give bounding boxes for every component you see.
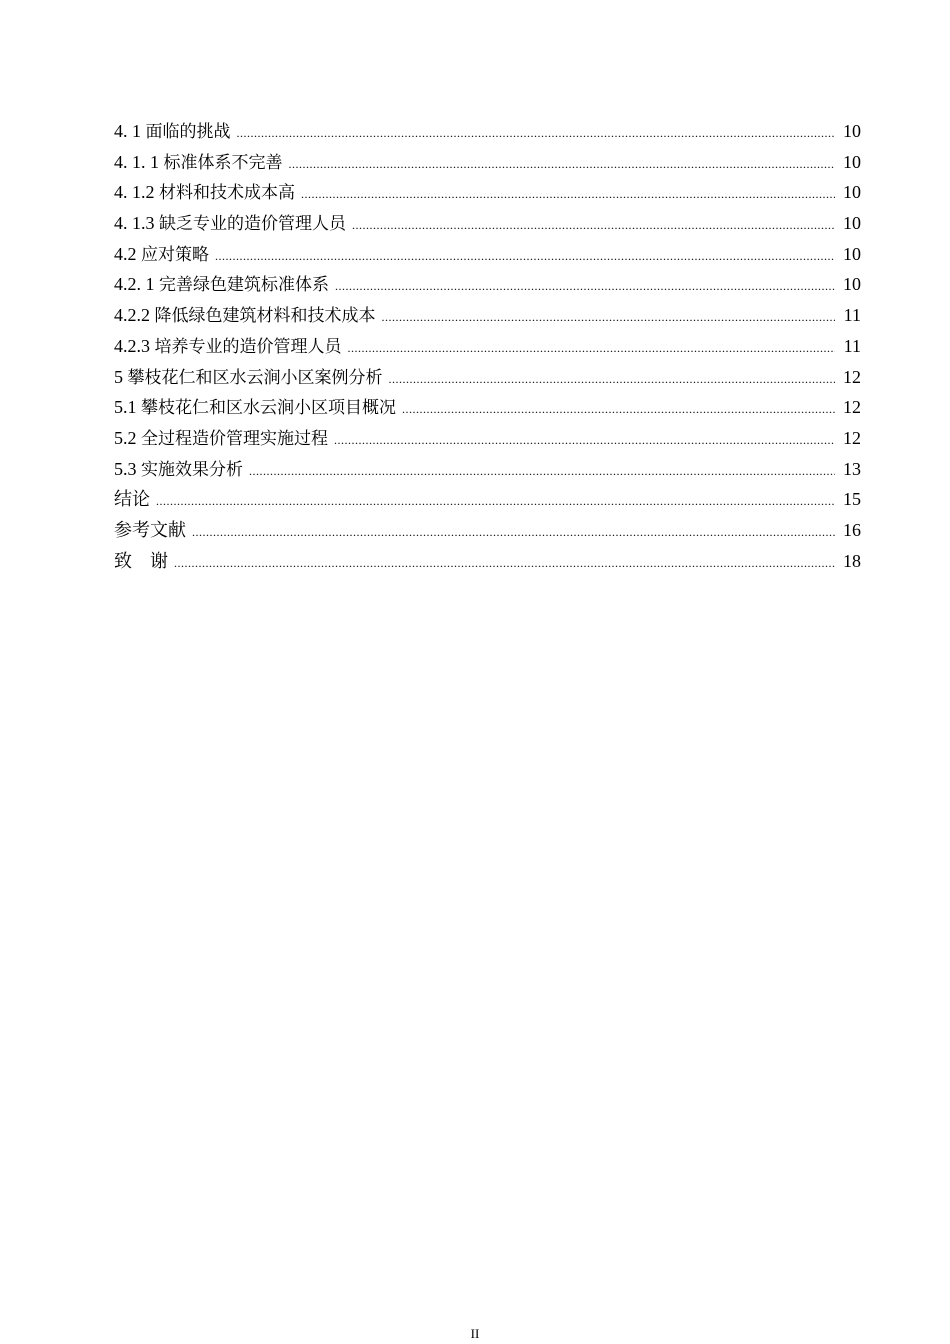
- toc-entry[interactable]: [114, 300, 861, 331]
- toc-entry-references[interactable]: [114, 515, 861, 546]
- toc-entry-page: 10: [843, 274, 861, 295]
- toc-entry-text: 标准体系不完善: [163, 152, 283, 173]
- toc-entry-text: 完善绿色建筑标准体系: [159, 275, 329, 296]
- toc-leader-dots: [192, 517, 835, 548]
- toc-entry[interactable]: [114, 331, 861, 362]
- toc-entry-text: 攀枝花仁和区水云涧小区案例分析: [127, 367, 383, 388]
- toc-entry-page: 13: [843, 458, 861, 479]
- toc-entry-title: [114, 177, 295, 209]
- toc-entry-page: 10: [843, 182, 861, 203]
- toc-entry-conclusion[interactable]: [114, 484, 861, 515]
- toc-entry-page: 10: [843, 151, 861, 172]
- toc-leader-dots: [382, 302, 836, 333]
- toc-entry-number: 4. 1: [114, 121, 146, 141]
- toc-entry-text: 面临的挑战: [145, 122, 231, 142]
- toc-entry-number: 5.1: [114, 397, 141, 418]
- toc-entry-page: 18: [843, 550, 861, 571]
- toc-entry-number: 4. 1. 1: [114, 151, 164, 172]
- toc-entry-text: 缺乏专业的造价管理人员: [159, 214, 346, 235]
- toc-entry-text: 应对策略: [141, 244, 209, 265]
- toc-entry-number: 4.2. 1: [114, 274, 159, 295]
- toc-entry-title: [114, 547, 168, 578]
- toc-entry-page: 11: [843, 305, 861, 326]
- toc-leader-dots: [156, 486, 835, 517]
- toc-entry-page: 11: [843, 335, 861, 356]
- toc-entry-page: 15: [843, 489, 861, 510]
- toc-entry-page: 10: [843, 243, 861, 264]
- toc-entry[interactable]: [114, 147, 861, 178]
- toc-entry-title: [114, 269, 329, 301]
- toc-entry[interactable]: [114, 454, 861, 485]
- toc-leader-dots: [237, 118, 836, 149]
- toc-entry-text: 材料和技术成本高: [159, 183, 295, 204]
- table-of-contents: [114, 116, 861, 576]
- toc-entry-text: 攀枝花仁和区水云涧小区项目概况: [141, 398, 396, 419]
- toc-entry[interactable]: [114, 239, 861, 270]
- toc-leader-dots: [402, 394, 835, 425]
- toc-leader-dots: [174, 548, 835, 579]
- toc-entry-number: 5.3: [114, 458, 141, 479]
- toc-entry[interactable]: [114, 423, 861, 454]
- toc-entry-number: 5: [114, 366, 128, 387]
- toc-entry-page: 16: [843, 519, 861, 540]
- toc-entry-number: 4. 1.3: [114, 213, 159, 234]
- toc-entry-title: [114, 300, 376, 332]
- toc-entry-number: 4.2: [114, 243, 141, 264]
- toc-entry-page: 12: [843, 427, 861, 448]
- toc-entry-title: [114, 239, 209, 271]
- toc-entry[interactable]: [114, 177, 861, 208]
- toc-leader-dots: [289, 149, 836, 180]
- toc-entry-page: 10: [843, 121, 861, 141]
- toc-leader-dots: [301, 179, 835, 210]
- toc-entry-page: 10: [843, 213, 861, 234]
- toc-entry-title: [114, 147, 283, 179]
- toc-entry[interactable]: [114, 362, 861, 393]
- toc-entry[interactable]: [114, 269, 861, 300]
- toc-entry-text: 结论: [114, 489, 150, 511]
- toc-entry[interactable]: [114, 208, 861, 239]
- toc-entry-title: [114, 516, 186, 547]
- toc-leader-dots: [215, 241, 835, 272]
- toc-entry-title: [114, 331, 342, 363]
- toc-entry-text: 参考文献: [114, 519, 186, 541]
- toc-entry-number: 4. 1.2: [114, 182, 159, 203]
- toc-leader-dots: [352, 210, 835, 241]
- toc-entry-number: 4.2.3: [114, 335, 155, 356]
- toc-entry-title: [114, 362, 383, 394]
- toc-entry[interactable]: [114, 116, 861, 147]
- toc-entry-title: [114, 392, 396, 424]
- toc-leader-dots: [334, 425, 835, 456]
- toc-entry-text: 致 谢: [114, 550, 168, 572]
- toc-entry-text: 降低绿色建筑材料和技术成本: [154, 306, 376, 327]
- toc-entry-acknowledgements[interactable]: [114, 546, 861, 577]
- toc-entry-title: [114, 208, 346, 240]
- toc-entry-title: [114, 116, 231, 148]
- toc-leader-dots: [389, 364, 836, 395]
- toc-entry-text: 实施效果分析: [141, 459, 243, 480]
- toc-entry[interactable]: [114, 392, 861, 423]
- toc-entry-title: [114, 485, 150, 516]
- toc-entry-title: [114, 454, 243, 486]
- toc-leader-dots: [249, 456, 835, 487]
- toc-entry-page: 12: [843, 397, 861, 418]
- toc-entry-title: [114, 423, 328, 455]
- toc-entry-page: 12: [843, 366, 861, 387]
- toc-entry-text: 培养专业的造价管理人员: [154, 336, 342, 357]
- toc-entry-text: 全过程造价管理实施过程: [141, 428, 328, 449]
- toc-entry-number: 5.2: [114, 427, 141, 448]
- page-number: II: [470, 1326, 480, 1341]
- toc-leader-dots: [348, 333, 836, 364]
- toc-entry-number: 4.2.2: [114, 305, 155, 326]
- toc-leader-dots: [335, 271, 835, 302]
